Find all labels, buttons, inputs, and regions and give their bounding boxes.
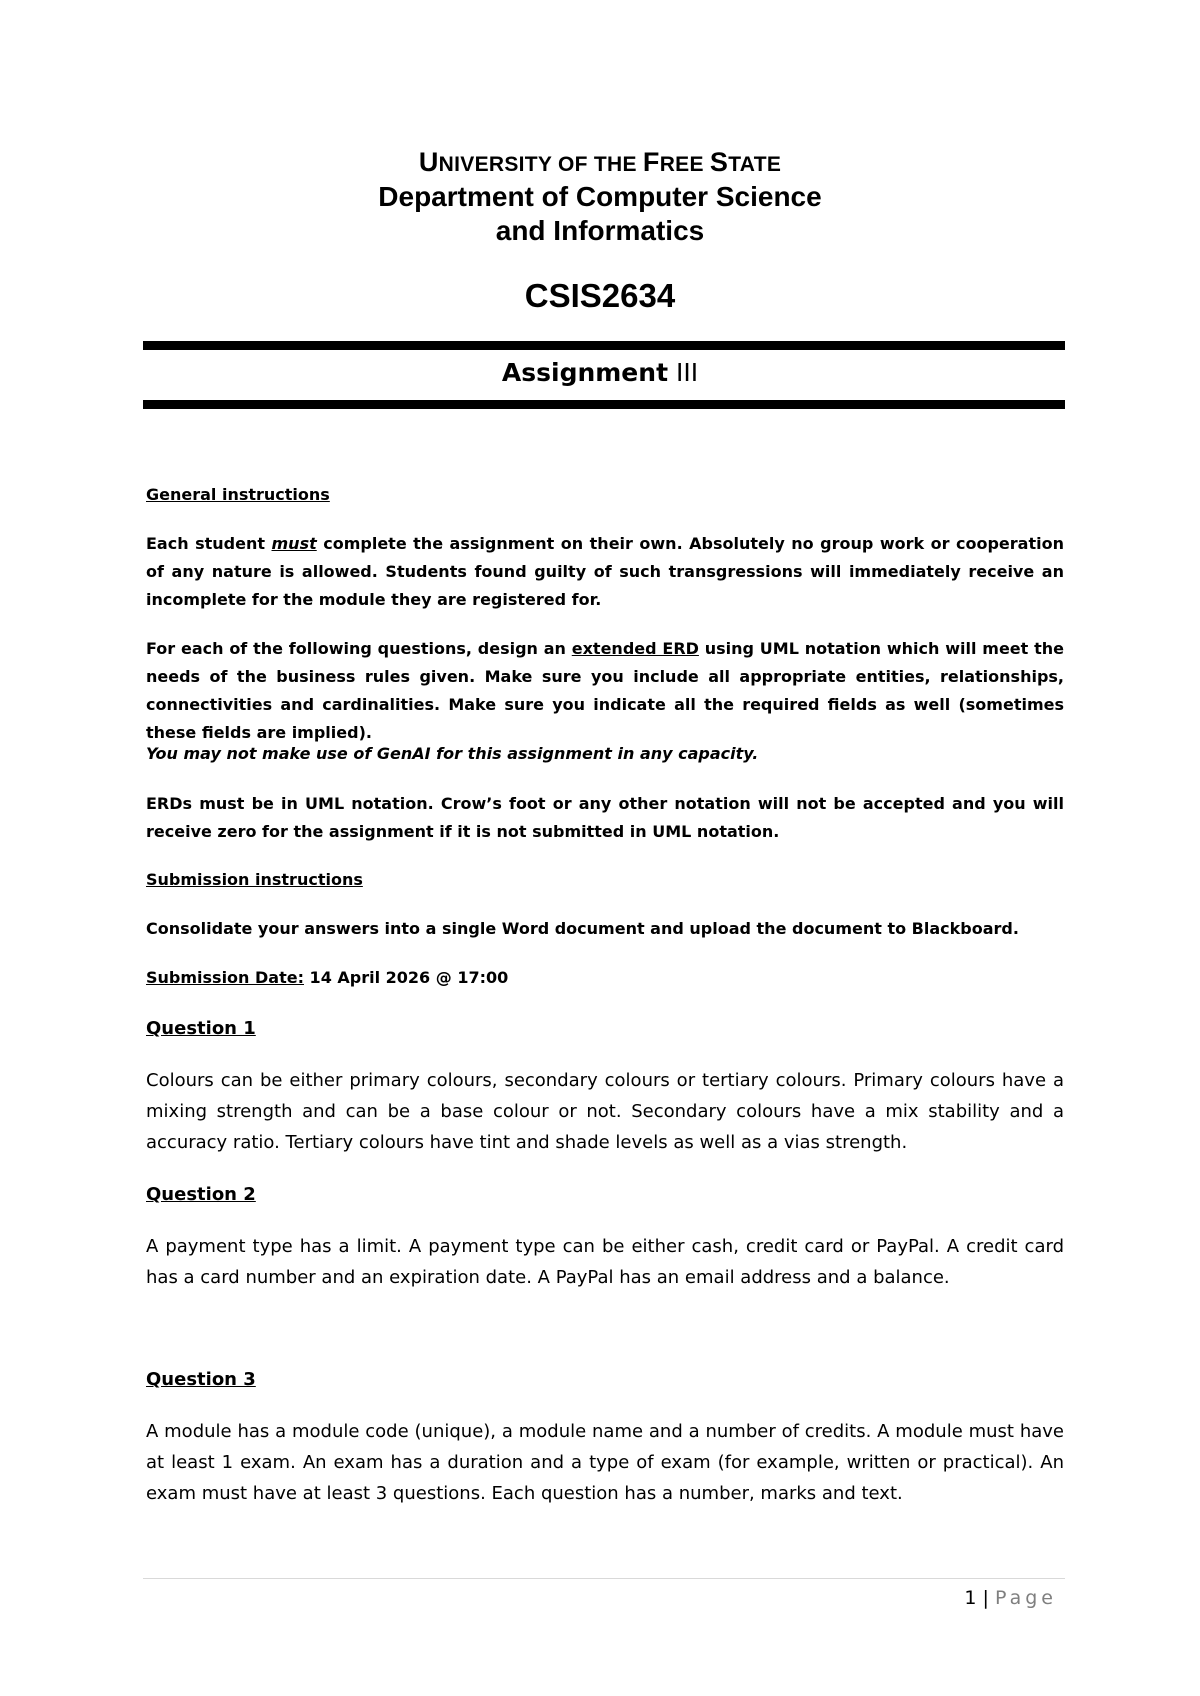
page-number: 1 — [964, 1587, 977, 1609]
general-paragraph-2: For each of the following questions, design an extended ERD using UML notation which will meet the needs of the business rules given. Make sure you include all appropriate entities, relationships, connectivities and cardinalities. Make sure you indicate all the required fields as well (sometimes these fields are implied). — [146, 639, 1064, 742]
department-line-1: Department of Computer Science — [378, 181, 822, 212]
general-paragraph-1: Each student must complete the assignment on their own. Absolutely no group work or cooperation of any nature is allowed. Students found guilty of such transgressions will immediately receive an incomplete for the module they are registered for. — [146, 534, 1064, 609]
genai-notice: You may not make use of GenAI for this assignment in any capacity. — [146, 744, 759, 763]
question-1-text: Colours can be either primary colours, secondary colours or tertiary colours. Primary colours have a mixing strength and can be a base colour or not. Secondary colours have a mix stability and a accuracy ratio. Tertiary colours have tint and shade levels as well as a vias strength. — [146, 1070, 1064, 1153]
uml-notice: ERDs must be in UML notation. Crow’s foot or any other notation will not be accepted and you will receive zero for the assignment if it is not submitted in UML notation. — [146, 794, 1064, 841]
question-2-text: A payment type has a limit. A payment type can be either cash, credit card or PayPal. A credit card has a card number and an expiration date. A PayPal has an email address and a balance. — [146, 1236, 1064, 1288]
question-2 — [146, 1181, 1064, 1209]
bottom-rule — [143, 400, 1065, 409]
page-label: Page — [995, 1587, 1057, 1609]
university-title: UNIVERSITY OF THE FREE STATE — [418, 147, 782, 177]
submission-instructions-heading-block — [146, 866, 1064, 894]
must-emphasis: must — [271, 534, 317, 553]
general-instructions-heading: General instructions — [146, 485, 330, 504]
question-3-text: A module has a module code (unique), a module name and a number of credits. A module must have at least 1 exam. An exam has a duration and a type of exam (for example, written or practical). An exam must have at least 3 questions. Each question has a number, marks and text. — [146, 1421, 1064, 1504]
page-footer — [964, 1587, 1057, 1609]
general-instructions-section — [146, 481, 1064, 509]
question-3 — [146, 1366, 1064, 1394]
footer-divider — [143, 1578, 1065, 1579]
extended-erd-emphasis: extended ERD — [571, 639, 699, 658]
submission-date: Submission Date: 14 April 2026 @ 17:00 — [146, 968, 509, 987]
top-rule — [143, 341, 1065, 350]
department-line-2: and Informatics — [495, 215, 705, 246]
question-heading: Question 1 — [146, 1018, 256, 1039]
submission-text: Consolidate your answers into a single Word document and upload the document to Blackboard. — [146, 919, 1019, 938]
module-code: CSIS2634 — [524, 277, 676, 314]
assignment-title: Assignment III — [501, 358, 699, 387]
footer-separator: | — [982, 1587, 989, 1609]
question-heading: Question 3 — [146, 1369, 256, 1390]
question-heading: Question 2 — [146, 1184, 256, 1205]
submission-instructions-heading: Submission instructions — [146, 870, 363, 889]
question-1 — [146, 1015, 1064, 1043]
